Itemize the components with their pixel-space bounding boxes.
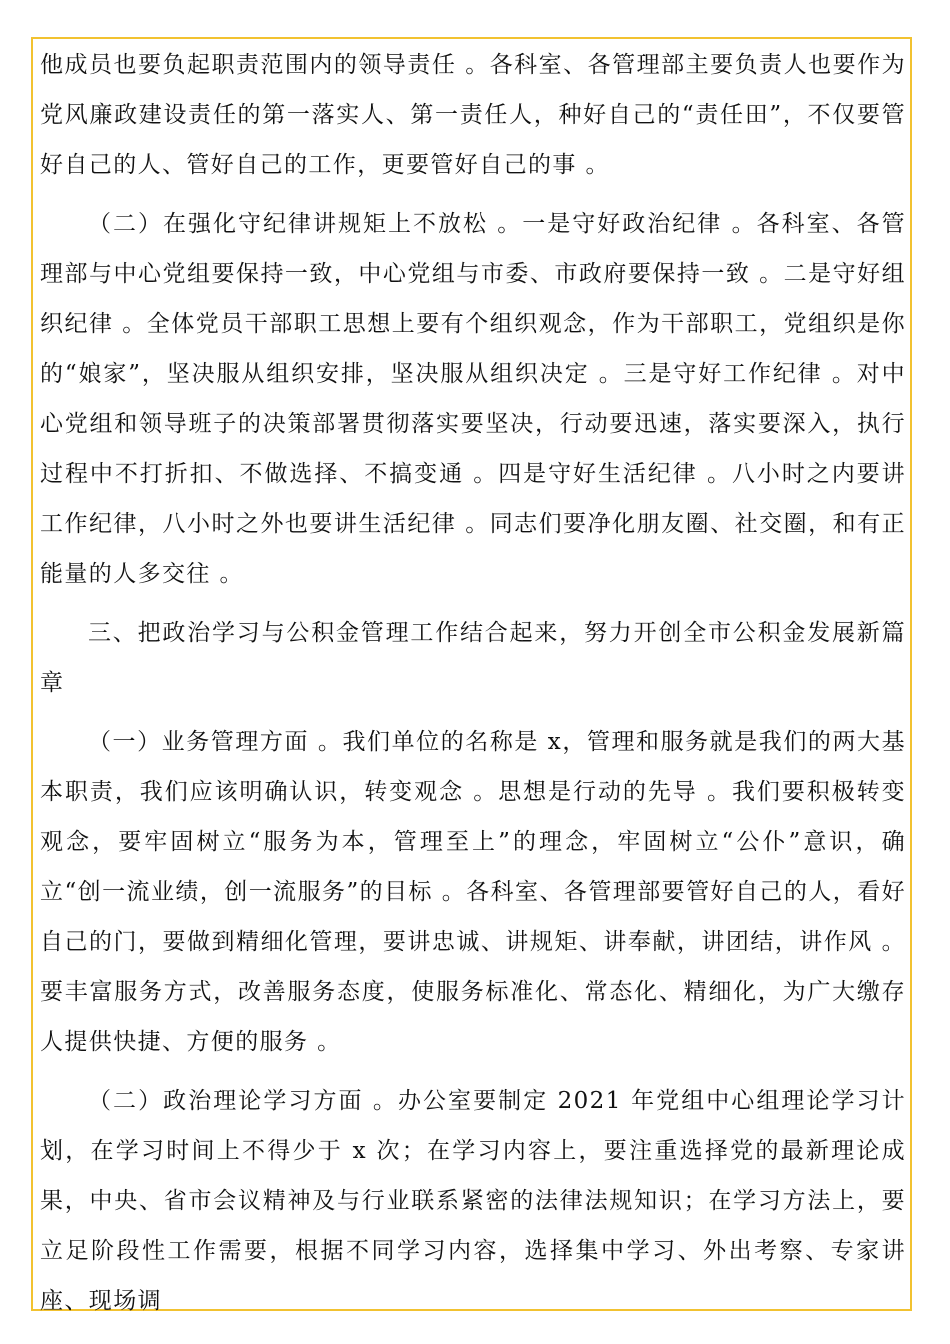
document-body [40,40,906,1326]
paragraph-political-theory-study: （二）政治理论学习方面 。办公室要制定 2021 年党组中心组理论学习计划，在学习时间上不得少于 x 次；在学习内容上，要注重选择党的最新理论成果，中央、省市会议精神及与行业联系紧密的法律法规知识；在学习方法上，要立足阶段性工作需要，根据不同学习内容，选择集中学习、外出考察、专家讲座、现场调 [40,1088,906,1314]
paragraph-discipline-rules: （二）在强化守纪律讲规矩上不放松 。一是守好政治纪律 。各科室、各管理部与中心党组要保持一致，中心党组与市委、市政府要保持一致 。二是守好组织纪律 。全体党员干部职工思想上要有个组织观念，作为干部职工，党组织是你的“娘家”，坚决服从组织安排，坚决服从组织决定 。三是守好工作纪律 。对中心党组和领导班子的决策部署贯彻落实要坚决，行动要迅速，落实要深入，执行过程中不打折扣、不做选择、不搞变通 。四是守好生活纪律 。八小时之内要讲工作纪律，八小时之外也要讲生活纪律 。同志们要净化朋友圈、社交圈，和有正能量的人多交往 。 [40,211,906,587]
paragraph-leadership-responsibility: 他成员也要负起职责范围内的领导责任 。各科室、各管理部主要负责人也要作为党风廉政建设责任的第一落实人、第一责任人，种好自己的“责任田”，不仅要管好自己的人、管好自己的工作，更要管好自己的事 。 [40,52,906,178]
section-heading-three: 三、把政治学习与公积金管理工作结合起来，努力开创全市公积金发展新篇章 [40,620,906,696]
paragraph-business-management: （一）业务管理方面 。我们单位的名称是 x，管理和服务就是我们的两大基本职责，我们应该明确认识，转变观念 。思想是行动的先导 。我们要积极转变观念，要牢固树立“服务为本，管理至上”的理念，牢固树立“公仆”意识，确立“创一流业绩，创一流服务”的目标 。各科室、各管理部要管好自己的人，看好自己的门，要做到精细化管理，要讲忠诚、讲规矩、讲奉献，讲团结，讲作风 。要丰富服务方式，改善服务态度，使服务标准化、常态化、精细化，为广大缴存人提供快捷、方便的服务 。 [40,729,906,1055]
